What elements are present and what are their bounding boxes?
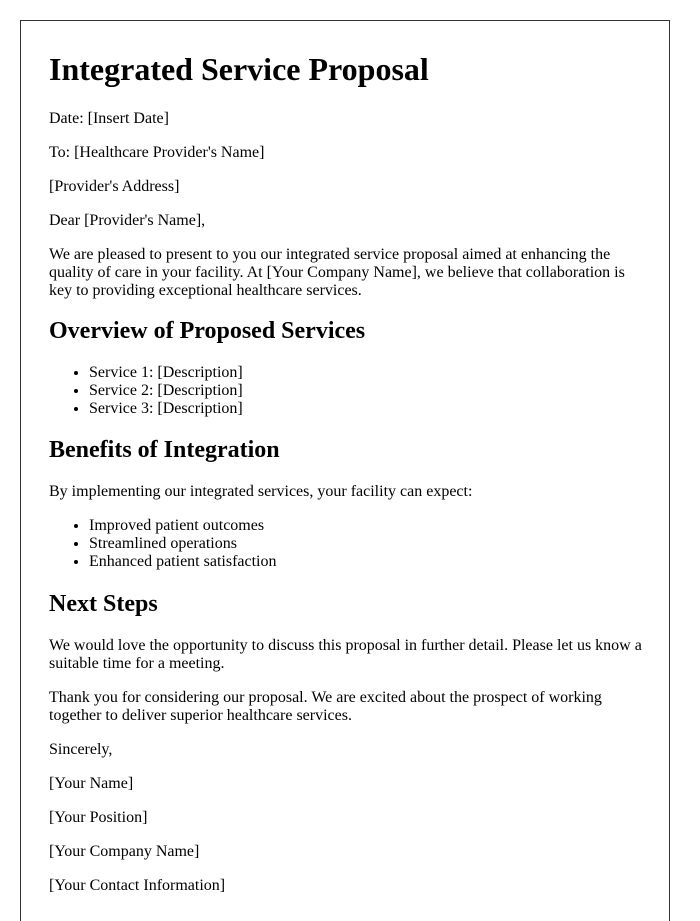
list-item: • Enhanced patient satisfaction: [89, 553, 649, 571]
date-line: Date: [Insert Date]: [49, 110, 169, 127]
benefits-heading: Benefits of Integration: [49, 437, 280, 463]
next-steps-heading: Next Steps: [49, 591, 158, 617]
closing: Sincerely,: [49, 741, 113, 758]
signature-contact: [Your Contact Information]: [49, 877, 226, 894]
signature-position: [Your Position]: [49, 809, 148, 826]
signature-company: [Your Company Name]: [49, 843, 200, 860]
letter-page: [20, 20, 670, 921]
next-steps-paragraph: We would love the opportunity to discuss this proposal in further detail. Please let us know a suitable time for a meeting.: [49, 637, 642, 672]
recipient-line: To: [Healthcare Provider's Name]: [49, 144, 265, 161]
greeting: Dear [Provider's Name],: [49, 212, 206, 229]
benefits-list: [49, 517, 649, 571]
benefits-intro: By implementing our integrated services, your facility can expect:: [49, 483, 473, 500]
services-list: [49, 364, 649, 418]
thanks-paragraph: Thank you for considering our proposal. We are excited about the prospect of working together to deliver superior healthcare services.: [49, 689, 602, 724]
list-item: • Streamlined operations: [89, 535, 649, 553]
services-heading: Overview of Proposed Services: [49, 318, 366, 344]
list-item: • Service 1: [Description]: [89, 364, 649, 382]
intro-paragraph: We are pleased to present to you our integrated service proposal aimed at enhancing the quality of care in your facility. At [Your Company Name], we believe that collaboration is key to providing exceptional healthcare services.: [49, 246, 625, 299]
document-title: Integrated Service Proposal: [49, 51, 429, 87]
list-item: • Improved patient outcomes: [89, 517, 649, 535]
list-item: • Service 2: [Description]: [89, 382, 649, 400]
list-item: • Service 3: [Description]: [89, 400, 649, 418]
signature-name: [Your Name]: [49, 775, 134, 792]
address-line: [Provider's Address]: [49, 178, 180, 195]
